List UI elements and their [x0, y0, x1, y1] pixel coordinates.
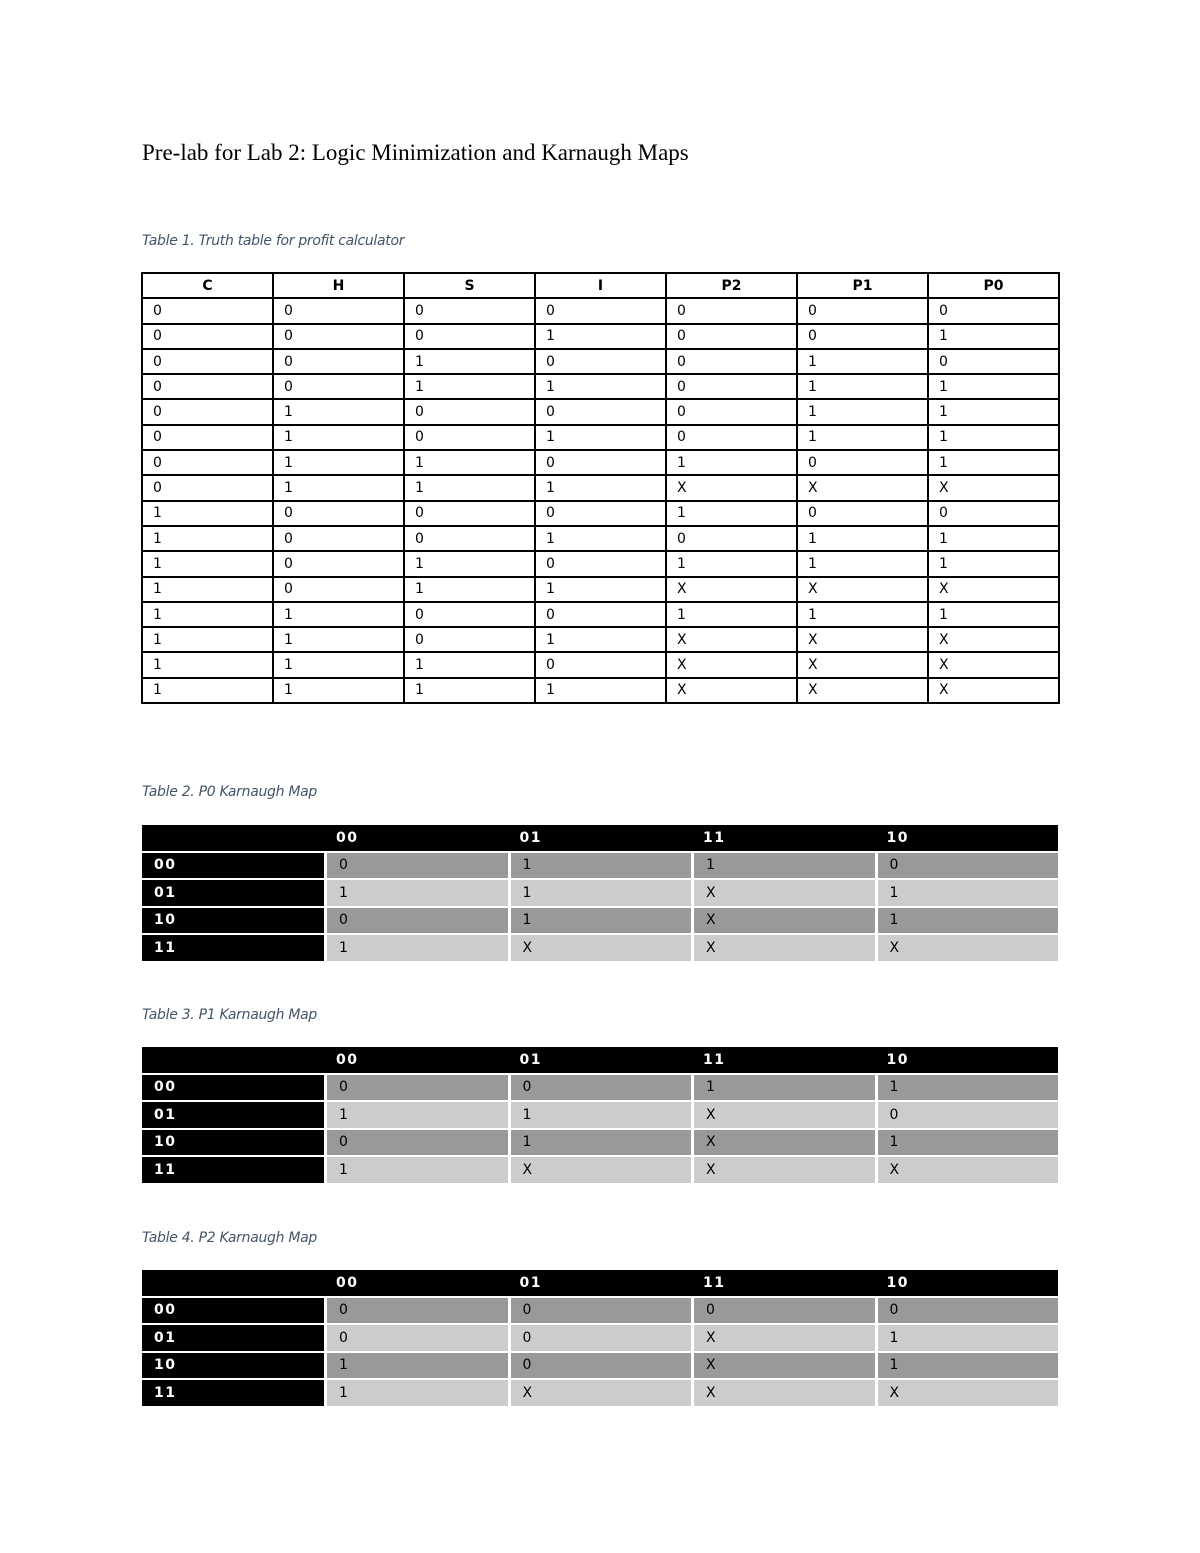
table-cell: 0 [404, 501, 535, 526]
kmap-row [142, 880, 1058, 908]
table-cell: 0 [404, 526, 535, 551]
kmap-row [142, 1157, 1058, 1185]
table-cell: 0 [535, 399, 666, 424]
kmap-header-row [142, 825, 1058, 853]
table-cell: X [666, 627, 797, 652]
table-cell: 0 [535, 298, 666, 323]
table-cell: 1 [928, 551, 1059, 576]
kmap-cell: 0 [324, 1075, 508, 1103]
table-cell: 1 [273, 602, 404, 627]
table-cell: 0 [535, 652, 666, 677]
table-cell: 0 [797, 450, 928, 475]
table-cell: 1 [404, 577, 535, 602]
table-cell: 1 [928, 526, 1059, 551]
kmap-row [142, 1353, 1058, 1381]
table-cell: 1 [142, 501, 273, 526]
table-cell: 0 [797, 501, 928, 526]
table2-caption: Table 2. P0 Karnaugh Map [142, 784, 318, 800]
table-cell: 1 [535, 324, 666, 349]
table-cell: 0 [928, 501, 1059, 526]
kmap-cell: X [875, 935, 1059, 963]
column-header-s: S [404, 273, 535, 298]
table-cell: 0 [797, 324, 928, 349]
table-cell: 1 [797, 349, 928, 374]
table-cell: 1 [535, 374, 666, 399]
column-header-p0: P0 [928, 273, 1059, 298]
table-cell: 0 [666, 425, 797, 450]
table-cell: 1 [404, 475, 535, 500]
column-header-h: H [273, 273, 404, 298]
kmap-cell: X [508, 935, 692, 963]
kmap-cell: 1 [324, 880, 508, 908]
kmap-cell: X [691, 908, 875, 936]
kmap-header-row [142, 1047, 1058, 1075]
table1-caption: Table 1. Truth table for profit calculator [142, 233, 405, 249]
kmap-cell: 0 [875, 853, 1059, 881]
table-cell: 1 [928, 450, 1059, 475]
table-cell: 0 [404, 324, 535, 349]
kmap-row-header: 01 [142, 1102, 324, 1130]
kmap-corner-cell [142, 825, 324, 853]
kmap-cell: 0 [875, 1298, 1059, 1326]
kmap-cell: X [691, 935, 875, 963]
kmap-cell: 0 [324, 853, 508, 881]
p0-karnaugh-map [142, 825, 1058, 963]
kmap-row-header: 01 [142, 1325, 324, 1353]
table-cell: 0 [535, 501, 666, 526]
table-cell: 0 [273, 298, 404, 323]
kmap-cell: 1 [875, 1353, 1059, 1381]
table-cell: 1 [535, 475, 666, 500]
kmap-column-header: 11 [691, 825, 875, 853]
table-cell: 0 [142, 324, 273, 349]
table-cell: 1 [797, 551, 928, 576]
kmap-cell: 0 [324, 908, 508, 936]
table-cell: 1 [142, 678, 273, 703]
table-cell: 1 [404, 678, 535, 703]
kmap-row-header: 00 [142, 1298, 324, 1326]
kmap-column-header: 10 [875, 825, 1059, 853]
table-cell: 1 [535, 577, 666, 602]
table-cell: X [666, 652, 797, 677]
kmap-cell: 1 [875, 880, 1059, 908]
kmap-column-header: 01 [508, 1047, 692, 1075]
kmap-row-header: 00 [142, 853, 324, 881]
kmap-row [142, 1075, 1058, 1103]
table-cell: 0 [404, 425, 535, 450]
kmap-column-header: 00 [324, 1047, 508, 1075]
table-cell: X [797, 475, 928, 500]
table-cell: 0 [666, 324, 797, 349]
kmap-cell: X [691, 1157, 875, 1185]
table-cell: X [797, 577, 928, 602]
table-cell: 1 [535, 678, 666, 703]
table-cell: X [928, 577, 1059, 602]
truth-table [141, 272, 1060, 704]
kmap-row-header: 10 [142, 908, 324, 936]
table-cell: 1 [273, 627, 404, 652]
table-cell: 1 [666, 501, 797, 526]
table-cell: 0 [404, 602, 535, 627]
table-cell: 0 [404, 298, 535, 323]
table-cell: 0 [535, 602, 666, 627]
kmap-row [142, 935, 1058, 963]
table-cell: 0 [404, 399, 535, 424]
kmap-row-header: 11 [142, 935, 324, 963]
table-cell: 1 [404, 551, 535, 576]
table-row [142, 627, 1059, 652]
table-row [142, 551, 1059, 576]
table-row [142, 399, 1059, 424]
kmap-row-header: 00 [142, 1075, 324, 1103]
table-cell: 1 [928, 374, 1059, 399]
kmap-cell: X [508, 1380, 692, 1408]
kmap-cell: 1 [875, 1325, 1059, 1353]
table-cell: 0 [273, 324, 404, 349]
table-cell: 0 [142, 374, 273, 399]
kmap-cell: 0 [875, 1102, 1059, 1130]
kmap-corner-cell [142, 1047, 324, 1075]
table-row [142, 450, 1059, 475]
table-cell: 0 [142, 399, 273, 424]
kmap-column-header: 11 [691, 1047, 875, 1075]
table-cell: 1 [404, 652, 535, 677]
table-cell: 1 [666, 450, 797, 475]
kmap-cell: 1 [324, 1102, 508, 1130]
kmap-cell: 1 [324, 1353, 508, 1381]
kmap-cell: 1 [691, 1075, 875, 1103]
kmap-cell: 1 [508, 1130, 692, 1158]
table-cell: 1 [797, 602, 928, 627]
kmap-row [142, 1298, 1058, 1326]
table-cell: 0 [928, 349, 1059, 374]
table-cell: 1 [535, 526, 666, 551]
kmap-row [142, 1102, 1058, 1130]
table-cell: 1 [404, 450, 535, 475]
table-cell: X [797, 652, 928, 677]
table-cell: 1 [142, 577, 273, 602]
table-cell: 1 [273, 450, 404, 475]
table-cell: 1 [404, 374, 535, 399]
table-cell: 1 [797, 399, 928, 424]
table-cell: X [797, 678, 928, 703]
kmap-cell: X [875, 1380, 1059, 1408]
truth-table-header-row [142, 273, 1059, 298]
kmap-cell: 1 [324, 935, 508, 963]
kmap-cell: 0 [324, 1298, 508, 1326]
kmap-cell: 1 [324, 1157, 508, 1185]
table-cell: 1 [928, 399, 1059, 424]
kmap-row [142, 908, 1058, 936]
kmap-cell: 1 [875, 1130, 1059, 1158]
kmap-row [142, 1380, 1058, 1408]
table-row [142, 602, 1059, 627]
kmap-cell: 0 [691, 1298, 875, 1326]
table-cell: 1 [273, 399, 404, 424]
kmap-cell: X [691, 1130, 875, 1158]
kmap-cell: X [691, 1353, 875, 1381]
kmap-row [142, 1130, 1058, 1158]
kmap-header-row [142, 1270, 1058, 1298]
kmap-cell: 1 [508, 1102, 692, 1130]
table-cell: 1 [797, 526, 928, 551]
table-cell: 1 [273, 678, 404, 703]
table-row [142, 652, 1059, 677]
kmap-cell: X [691, 1380, 875, 1408]
column-header-i: I [535, 273, 666, 298]
table-cell: X [928, 652, 1059, 677]
table-cell: X [666, 475, 797, 500]
p2-karnaugh-map [142, 1270, 1058, 1408]
table-cell: 0 [273, 526, 404, 551]
table-row [142, 475, 1059, 500]
kmap-cell: X [691, 880, 875, 908]
kmap-column-header: 00 [324, 1270, 508, 1298]
table-cell: 0 [797, 298, 928, 323]
table-cell: 1 [273, 652, 404, 677]
table-cell: 0 [666, 374, 797, 399]
table-cell: 0 [666, 298, 797, 323]
table-cell: 0 [142, 450, 273, 475]
table-cell: 1 [273, 475, 404, 500]
table-cell: X [666, 577, 797, 602]
kmap-column-header: 10 [875, 1270, 1059, 1298]
table4-caption: Table 4. P2 Karnaugh Map [142, 1230, 318, 1246]
table-cell: X [928, 678, 1059, 703]
table-cell: 0 [535, 349, 666, 374]
table-cell: X [928, 475, 1059, 500]
table-cell: 0 [273, 374, 404, 399]
kmap-cell: X [875, 1157, 1059, 1185]
table-cell: 1 [797, 374, 928, 399]
page-title: Pre-lab for Lab 2: Logic Minimization and Karnaugh Maps [142, 140, 689, 165]
kmap-column-header: 01 [508, 825, 692, 853]
table-cell: 1 [535, 425, 666, 450]
kmap-row-header: 10 [142, 1130, 324, 1158]
table-cell: 0 [273, 349, 404, 374]
kmap-cell: 1 [875, 1075, 1059, 1103]
kmap-column-header: 11 [691, 1270, 875, 1298]
column-header-p1: P1 [797, 273, 928, 298]
table-cell: 1 [928, 602, 1059, 627]
table-cell: 1 [404, 349, 535, 374]
table-cell: 1 [928, 324, 1059, 349]
table-cell: X [928, 627, 1059, 652]
kmap-cell: 1 [508, 908, 692, 936]
table-row [142, 501, 1059, 526]
kmap-cell: 1 [875, 908, 1059, 936]
table-cell: 0 [142, 298, 273, 323]
table-row [142, 425, 1059, 450]
table-cell: 0 [142, 425, 273, 450]
kmap-cell: 0 [508, 1075, 692, 1103]
kmap-row-header: 01 [142, 880, 324, 908]
kmap-cell: 1 [508, 853, 692, 881]
table-cell: 0 [142, 349, 273, 374]
column-header-p2: P2 [666, 273, 797, 298]
table3-caption: Table 3. P1 Karnaugh Map [142, 1007, 318, 1023]
kmap-cell: 0 [508, 1298, 692, 1326]
table-cell: X [666, 678, 797, 703]
kmap-row [142, 1325, 1058, 1353]
table-row [142, 349, 1059, 374]
kmap-cell: 1 [508, 880, 692, 908]
kmap-cell: 1 [324, 1380, 508, 1408]
table-cell: 1 [928, 425, 1059, 450]
kmap-column-header: 00 [324, 825, 508, 853]
table-cell: 1 [142, 551, 273, 576]
table-cell: 0 [273, 501, 404, 526]
table-cell: 0 [535, 450, 666, 475]
table-cell: 1 [142, 627, 273, 652]
table-cell: 0 [666, 526, 797, 551]
kmap-row-header: 10 [142, 1353, 324, 1381]
kmap-cell: X [691, 1102, 875, 1130]
kmap-column-header: 10 [875, 1047, 1059, 1075]
table-cell: 1 [535, 627, 666, 652]
table-row [142, 374, 1059, 399]
kmap-cell: 0 [508, 1325, 692, 1353]
table-cell: 0 [535, 551, 666, 576]
table-cell: 0 [142, 475, 273, 500]
kmap-cell: X [691, 1325, 875, 1353]
table-cell: 0 [666, 399, 797, 424]
kmap-corner-cell [142, 1270, 324, 1298]
kmap-cell: 1 [691, 853, 875, 881]
table-row [142, 526, 1059, 551]
kmap-row-header: 11 [142, 1380, 324, 1408]
table-cell: 0 [928, 298, 1059, 323]
kmap-cell: 0 [324, 1325, 508, 1353]
table-cell: 1 [142, 602, 273, 627]
table-cell: 0 [273, 551, 404, 576]
kmap-cell: X [508, 1157, 692, 1185]
p1-karnaugh-map [142, 1047, 1058, 1185]
kmap-cell: 0 [324, 1130, 508, 1158]
table-cell: 1 [142, 526, 273, 551]
kmap-cell: 0 [508, 1353, 692, 1381]
table-cell: 1 [797, 425, 928, 450]
table-cell: X [797, 627, 928, 652]
table-cell: 0 [666, 349, 797, 374]
kmap-row-header: 11 [142, 1157, 324, 1185]
kmap-row [142, 853, 1058, 881]
column-header-c: C [142, 273, 273, 298]
table-cell: 0 [273, 577, 404, 602]
table-cell: 1 [142, 652, 273, 677]
table-cell: 0 [404, 627, 535, 652]
table-cell: 1 [666, 551, 797, 576]
table-row [142, 678, 1059, 703]
kmap-column-header: 01 [508, 1270, 692, 1298]
table-cell: 1 [273, 425, 404, 450]
table-row [142, 298, 1059, 323]
table-row [142, 577, 1059, 602]
table-row [142, 324, 1059, 349]
table-cell: 1 [666, 602, 797, 627]
